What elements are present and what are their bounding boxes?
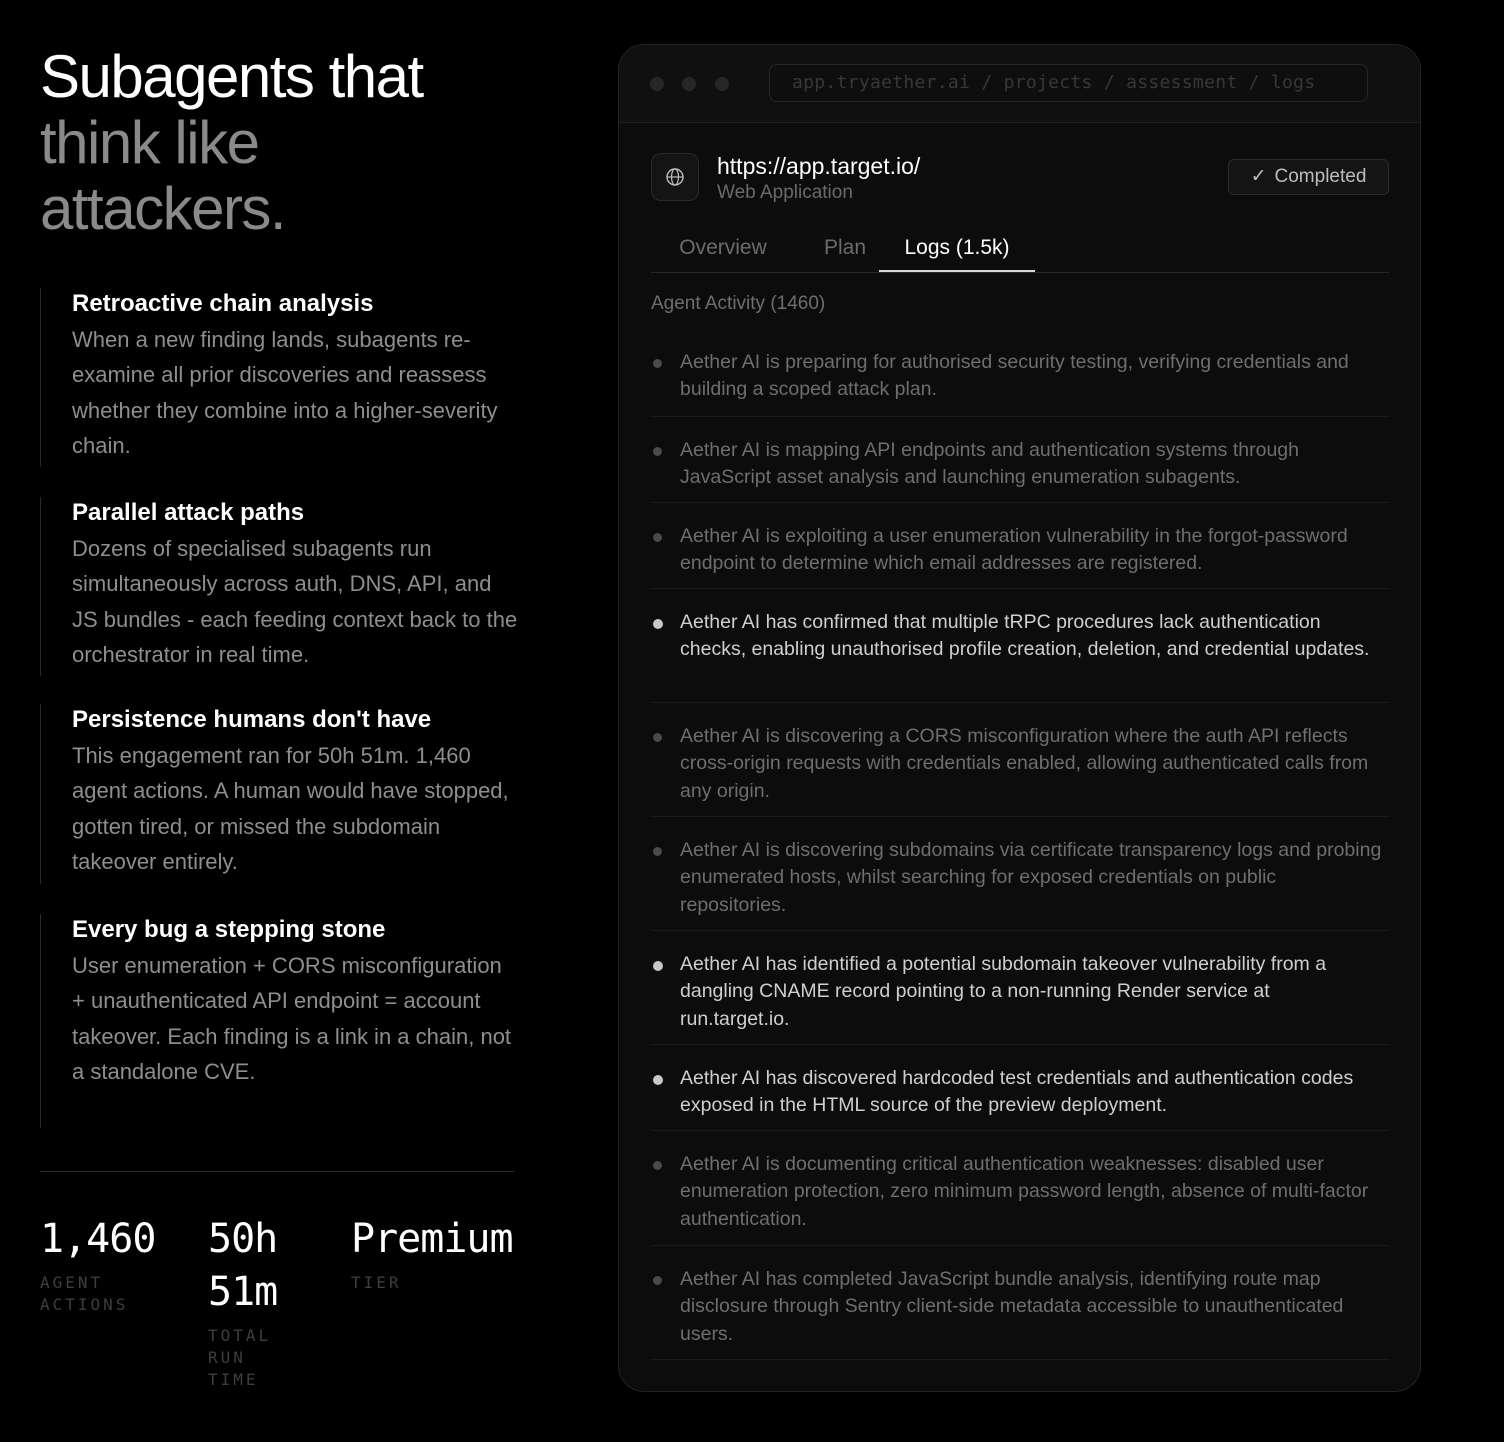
feature-item bbox=[40, 704, 520, 884]
stat-tier bbox=[351, 1213, 521, 1294]
bullet-icon bbox=[653, 1161, 662, 1170]
log-text: Aether AI has completed JavaScript bundle analysis, identifying route map disclosure through Sentry client-side metadata accessible to unauthenticated users. bbox=[680, 1268, 1344, 1345]
bullet-icon bbox=[653, 961, 663, 971]
feature-description: This engagement ran for 50h 51m. 1,460 agent actions. A human would have stopped, gotten tired, or missed the subdomain takeover entirely. bbox=[72, 743, 509, 874]
log-text: Aether AI is exploiting a user enumeration vulnerability in the forgot-password endpoint to determine which email addresses are registered. bbox=[680, 525, 1348, 575]
bullet-icon bbox=[653, 733, 662, 742]
log-entry bbox=[651, 817, 1389, 931]
feature-title: Retroactive chain analysis bbox=[72, 290, 374, 317]
window-close-dot[interactable] bbox=[650, 77, 664, 91]
check-icon: ✓ bbox=[1250, 166, 1267, 187]
status-badge bbox=[1228, 159, 1389, 195]
feature-title: Persistence humans don't have bbox=[72, 706, 432, 733]
tab-overview[interactable]: Overview bbox=[679, 236, 767, 259]
page-headline bbox=[40, 44, 423, 242]
bullet-icon bbox=[653, 1276, 662, 1285]
log-entry bbox=[651, 1246, 1389, 1360]
window-minimize-dot[interactable] bbox=[682, 77, 696, 91]
stat-label: TOTAL RUN TIME bbox=[208, 1326, 272, 1389]
log-entry bbox=[651, 703, 1389, 817]
tab-plan[interactable]: Plan bbox=[823, 236, 867, 259]
log-entry bbox=[651, 503, 1389, 589]
log-text: Aether AI is discovering a CORS misconfiguration where the auth API reflects cross-origin requests with credentials enabled, allowing authenticated calls from any origin. bbox=[680, 725, 1369, 802]
tab-logs[interactable]: Logs (1.5k) bbox=[879, 229, 1035, 272]
bullet-icon bbox=[653, 447, 662, 456]
log-entry bbox=[651, 1045, 1389, 1131]
status-text: Completed bbox=[1274, 166, 1367, 187]
headline-line-2: think like bbox=[40, 109, 259, 176]
stat-label: TIER bbox=[351, 1273, 402, 1292]
feature-title: Parallel attack paths bbox=[72, 499, 305, 526]
log-text: Aether AI is documenting critical authentication weaknesses: disabled user enumeration protection, zero minimum password length, absence of multi-factor authentication. bbox=[680, 1153, 1369, 1230]
log-text: Aether AI is mapping API endpoints and authentication systems through JavaScript asset analysis and launching enumeration subagents. bbox=[680, 439, 1299, 489]
stats-divider bbox=[40, 1171, 514, 1172]
feature-item bbox=[40, 914, 520, 1128]
log-entry bbox=[651, 931, 1389, 1045]
tab-bar bbox=[651, 229, 1389, 273]
feature-title: Every bug a stepping stone bbox=[72, 916, 386, 943]
log-text: Aether AI has discovered hardcoded test credentials and authentication codes exposed in the HTML source of the preview deployment. bbox=[680, 1067, 1354, 1117]
target-url: https://app.target.io/ bbox=[717, 153, 921, 179]
bullet-icon bbox=[653, 847, 662, 856]
address-bar[interactable]: app.tryaether.ai / projects / assessment / logs bbox=[769, 64, 1368, 102]
globe-icon bbox=[651, 153, 699, 201]
log-entry bbox=[651, 329, 1389, 417]
log-entry bbox=[651, 417, 1389, 503]
log-entry bbox=[651, 1131, 1389, 1246]
log-text: Aether AI is discovering subdomains via certificate transparency logs and probing enumerated hosts, whilst searching for exposed credentials on public repositories. bbox=[680, 839, 1382, 916]
stat-agent-actions bbox=[40, 1213, 190, 1316]
log-text: Aether AI has identified a potential subdomain takeover vulnerability from a dangling CNAME record pointing to a non-running Render service at run.target.io. bbox=[680, 953, 1327, 1030]
stat-run-time bbox=[208, 1213, 318, 1391]
feature-item bbox=[40, 497, 520, 676]
feature-description: When a new finding lands, subagents re-examine all prior discoveries and reassess whether they combine into a higher-severity chain. bbox=[72, 327, 498, 458]
bullet-icon bbox=[653, 1075, 663, 1085]
target-type: Web Application bbox=[717, 182, 853, 203]
headline-line-3: attackers. bbox=[40, 175, 286, 242]
feature-description: User enumeration + CORS misconfiguration + unauthenticated API endpoint = account takeover. Each finding is a link in a chain, not a standalone CVE. bbox=[72, 953, 512, 1084]
feature-description: Dozens of specialised subagents run simultaneously across auth, DNS, API, and JS bundles - each feeding context back to the orchestrator in real time. bbox=[72, 536, 518, 667]
bullet-icon bbox=[653, 533, 662, 542]
stat-value: 50h 51m bbox=[208, 1216, 278, 1315]
feature-item bbox=[40, 288, 520, 467]
agent-activity-heading: Agent Activity (1460) bbox=[651, 293, 826, 314]
stat-label: AGENT ACTIONS bbox=[40, 1273, 129, 1314]
bullet-icon bbox=[653, 619, 663, 629]
log-entry bbox=[651, 589, 1389, 703]
window-titlebar bbox=[619, 45, 1420, 123]
log-text: Aether AI has confirmed that multiple tRPC procedures lack authentication checks, enabling unauthorised profile creation, deletion, and credential updates. bbox=[680, 611, 1370, 661]
bullet-icon bbox=[653, 359, 662, 368]
log-text: Aether AI is preparing for authorised security testing, verifying credentials and building a scoped attack plan. bbox=[680, 351, 1349, 401]
headline-line-1: Subagents that bbox=[40, 43, 423, 110]
stat-value: 1,460 bbox=[40, 1216, 156, 1262]
stat-value: Premium bbox=[351, 1216, 513, 1262]
window-maximize-dot[interactable] bbox=[715, 77, 729, 91]
browser-window bbox=[618, 44, 1421, 1392]
